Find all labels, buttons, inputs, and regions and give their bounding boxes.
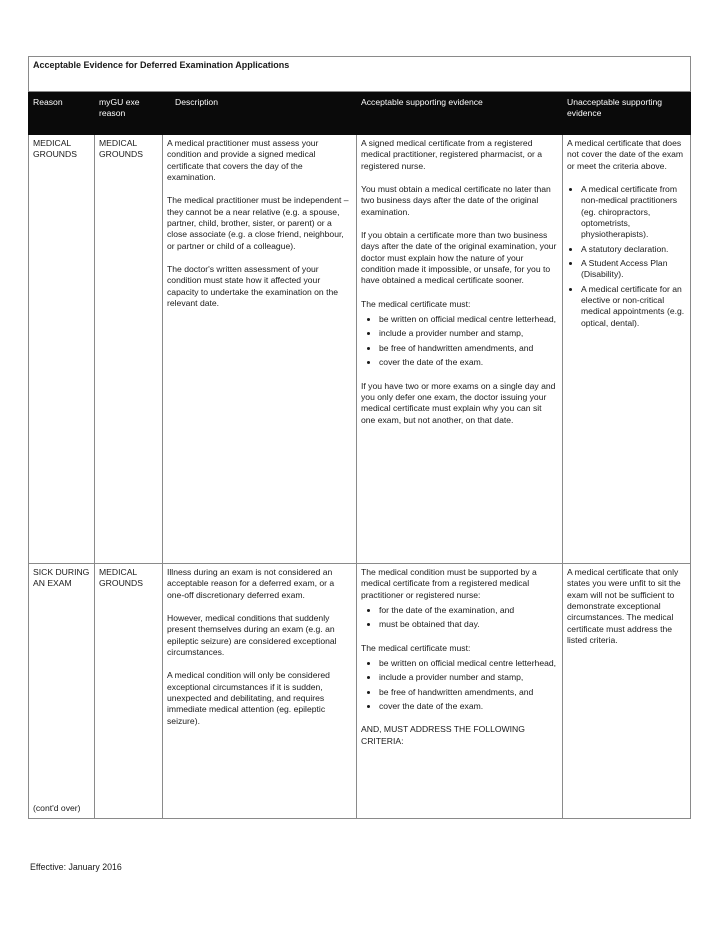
- evidence-paragraph: A medical certificate that only states you were unfit to sit the exam will not be sufficient to demonstrate exceptional circumstances. The medical certificate must address the listed criteria.: [567, 567, 681, 646]
- requirements-list: [361, 605, 558, 631]
- effective-date-footer: Effective: January 2016: [30, 862, 122, 872]
- list-item: • A medical certificate for an elective or non-critical medical appointments (e.g. optical, dental).: [581, 284, 686, 329]
- list-item: • cover the date of the exam.: [379, 701, 558, 712]
- description-paragraph: A medical condition will only be considered exceptional circumstances if it is sudden, unexpected and debilitating, and requires immediate medical attention (eg. epileptic seizure).: [167, 670, 330, 726]
- evidence-paragraph: If you have two or more exams on a single day and you only defer one exam, the doctor issuing your medical certificate must explain why you can sit one exam, but not another, on that date.: [361, 380, 556, 425]
- evidence-paragraph: AND, MUST ADDRESS THE FOLLOWING CRITERIA:: [361, 724, 525, 746]
- evidence-table: [28, 56, 691, 819]
- requirements-list: [361, 314, 558, 368]
- acceptable-evidence-cell: [357, 135, 563, 564]
- description-paragraph: The doctor's written assessment of your condition must state how it affected your capacity to undertake the examination on the relevant date.: [167, 264, 339, 309]
- table-row-sick-during-exam: [29, 564, 691, 819]
- list-item: • be free of handwritten amendments, and: [379, 343, 558, 354]
- list-item: • include a provider number and stamp,: [379, 328, 558, 339]
- mygu-reason-cell: MEDICAL GROUNDS: [95, 135, 163, 564]
- evidence-paragraph: The medical condition must be supported by a medical certificate from a registered medical practitioner or registered nurse:: [361, 567, 537, 600]
- description-cell: [163, 564, 357, 819]
- evidence-paragraph: The medical certificate must:: [361, 642, 471, 653]
- list-item: • be written on official medical centre letterhead,: [379, 658, 558, 669]
- header-unacceptable-evidence: Unacceptable supporting evidence: [563, 92, 691, 135]
- list-item: • for the date of the examination, and: [379, 605, 558, 616]
- unacceptable-evidence-cell: [563, 135, 691, 564]
- list-item: • be written on official medical centre letterhead,: [379, 314, 558, 325]
- table-row-medical-grounds: [29, 135, 691, 564]
- header-reason: Reason: [29, 92, 95, 135]
- evidence-paragraph: You must obtain a medical certificate no later than two business days after the date of the original examination.: [361, 184, 551, 217]
- reason-cell: MEDICAL GROUNDS: [29, 135, 95, 564]
- mygu-reason-cell: MEDICAL GROUNDS: [95, 564, 163, 819]
- evidence-paragraph: A signed medical certificate from a registered medical practitioner, registered pharmacist, or a registered nurse.: [361, 138, 543, 171]
- list-item: • include a provider number and stamp,: [379, 672, 558, 683]
- description-paragraph: A medical practitioner must assess your condition and provide a signed medical certificate that covers the day of the examination.: [167, 138, 319, 183]
- list-item: • A statutory declaration.: [581, 244, 686, 255]
- title-row: [29, 57, 691, 92]
- header-description: Description: [163, 92, 357, 135]
- header-mygu-reason: myGU exe reason: [95, 92, 163, 135]
- acceptable-evidence-cell: [357, 564, 563, 819]
- evidence-paragraph: The medical certificate must:: [361, 298, 471, 309]
- header-acceptable-evidence: Acceptable supporting evidence: [357, 92, 563, 135]
- table-title: Acceptable Evidence for Deferred Examination Applications: [29, 57, 691, 92]
- unacceptable-evidence-cell: [563, 564, 691, 819]
- continued-note: (cont'd over): [33, 802, 81, 813]
- reason-text: SICK DURING AN EXAM: [33, 567, 90, 589]
- description-paragraph: The medical practitioner must be independent – they cannot be a near relative (e.g. a spouse, partner, child, brother, sister, or parent) or a close associate (e.g. a close friend, neighbour, or partner or child of a colleague).: [167, 195, 349, 251]
- list-item: • be free of handwritten amendments, and: [379, 687, 558, 698]
- evidence-paragraph: A medical certificate that does not cover the date of the exam or meet the criteria above.: [567, 138, 684, 171]
- reason-cell: [29, 564, 95, 819]
- requirements-list: [361, 658, 558, 712]
- list-item: • must be obtained that day.: [379, 619, 558, 630]
- evidence-paragraph: If you obtain a certificate more than two business days after the date of the original examination, your doctor must explain how the nature of your condition made it impossible, or unsafe, for you to have obtained a medical certificate sooner.: [361, 230, 557, 286]
- list-item: • cover the date of the exam.: [379, 357, 558, 368]
- description-paragraph: Illness during an exam is not considered an acceptable reason for a deferred exam, or a one-off discretionary deferred exam.: [167, 567, 335, 600]
- list-item: • A Student Access Plan (Disability).: [581, 258, 686, 281]
- list-item: • A medical certificate from non-medical practitioners (eg. chiropractors, optometrists, physiotherapists).: [581, 184, 686, 241]
- header-row: [29, 92, 691, 135]
- unacceptable-list: [567, 184, 686, 329]
- description-paragraph: However, medical conditions that suddenly present themselves during an exam (e.g. an epileptic seizure) are considered exceptional circumstances.: [167, 613, 337, 658]
- description-cell: [163, 135, 357, 564]
